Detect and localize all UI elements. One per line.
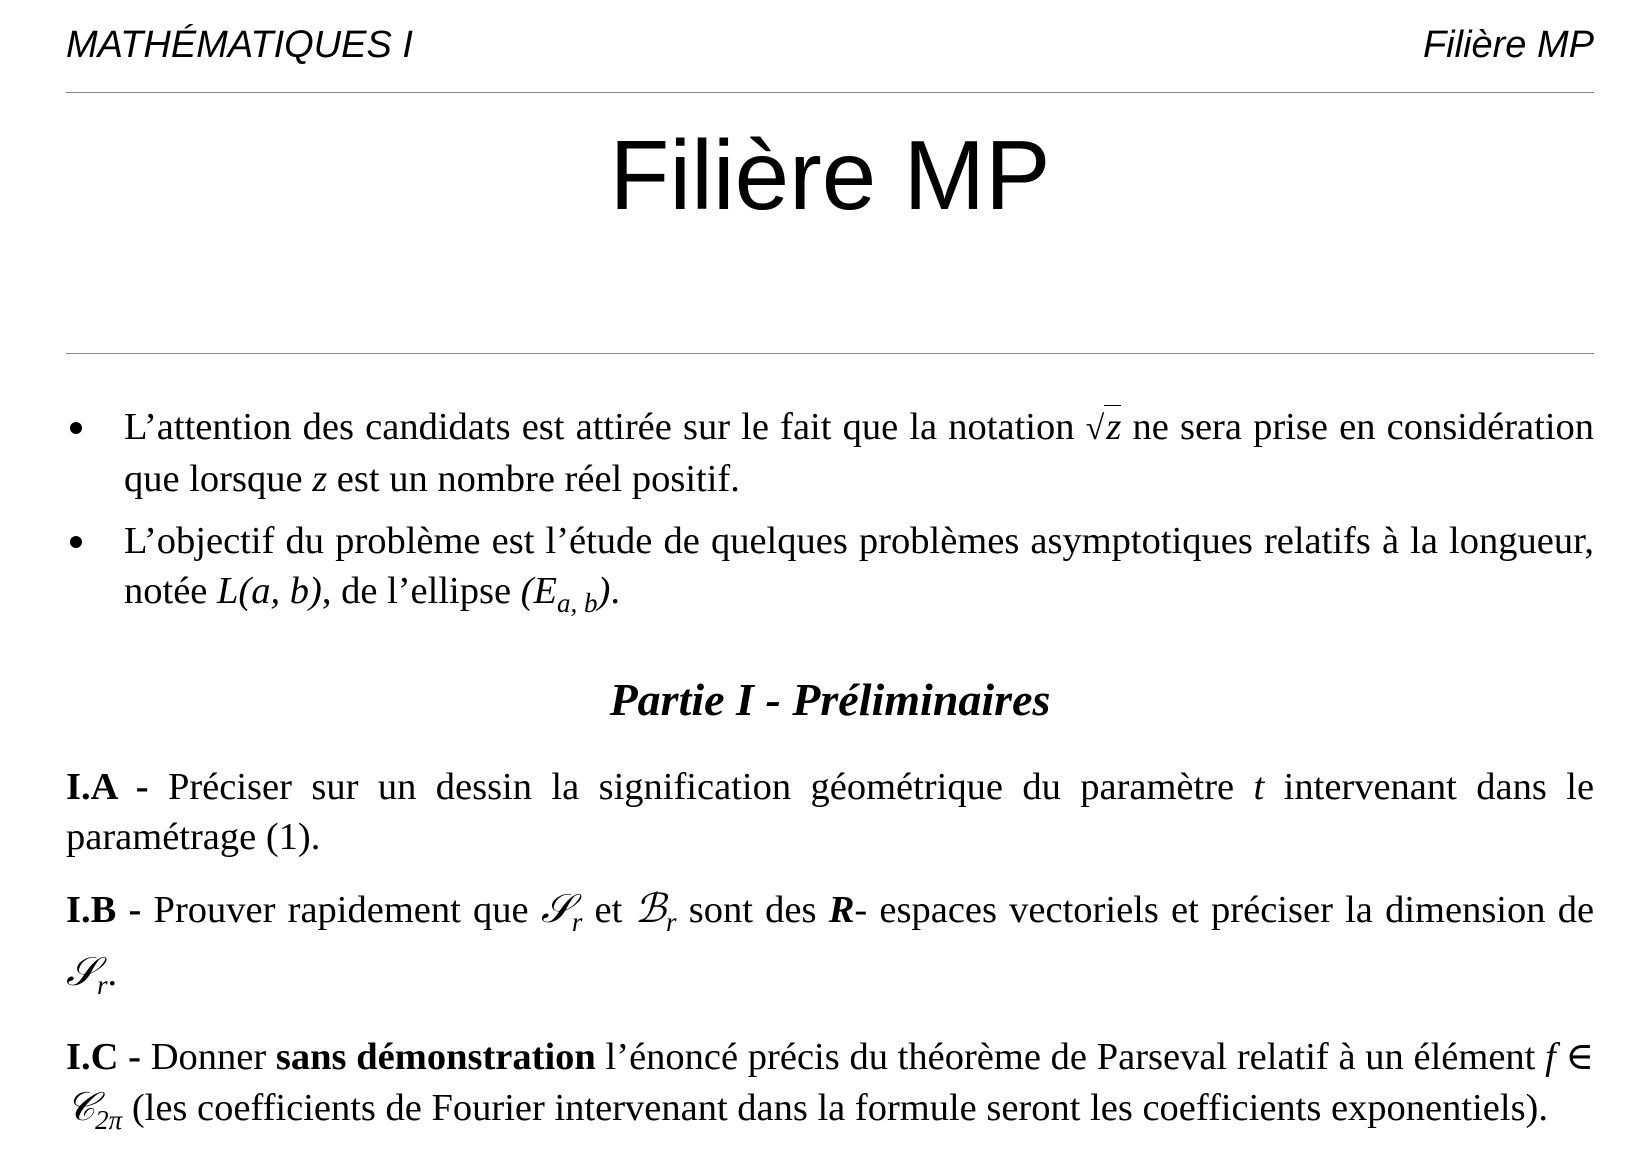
sqrt-z: √z [1085,406,1122,448]
note-item: L’attention des candidats est attirée sur le fait que la notation √z ne sera prise en considération que lorsque z est un nombre réel positif. [66,402,1594,504]
running-header [66,24,1594,74]
header-subject: MATHÉMATIQUES I [66,24,413,66]
questions [66,762,1594,1167]
header-track: Filière MP [1422,24,1594,66]
page-title: Filière MP [609,120,1051,230]
question-ia: I.A - Préciser sur un dessin la signification géométrique du paramètre t intervenant dans le paramétrage (1). [66,766,1595,858]
notes-list [66,402,1594,640]
note-item: L’objectif du problème est l’étude de quelques problèmes asymptotiques relatifs à la longueur, notée L(a, b), de l’ellipse $(E_{a, b})$. [66,516,1594,628]
question-ib: I.B - Prouver rapidement que 𝒮$_r$ et ℬ$_r$ sont des R- espaces vectoriels et préciser la dimension de 𝒮$_r$. [66,886,1595,1000]
question-label: I.B - [66,889,142,931]
question-label: I.C - [66,1036,141,1078]
bullet-icon [70,422,82,434]
bullet-icon [70,536,82,548]
title-rule [66,353,1594,354]
question-label: I.A - [66,766,149,808]
top-rule [66,92,1594,93]
question-ic: I.C - Donner sans démonstration l’énoncé précis du théorème de Parseval relatif à un élément f ∈ 𝒞$_{2\pi}$ (les coefficients de Fourier intervenant dans la formule seront les coefficients exponentiels). [66,1036,1595,1135]
ellipse-notation: $(E_{a, b})$ [520,570,611,618]
section-title: Partie I - Préliminaires [609,674,1051,725]
